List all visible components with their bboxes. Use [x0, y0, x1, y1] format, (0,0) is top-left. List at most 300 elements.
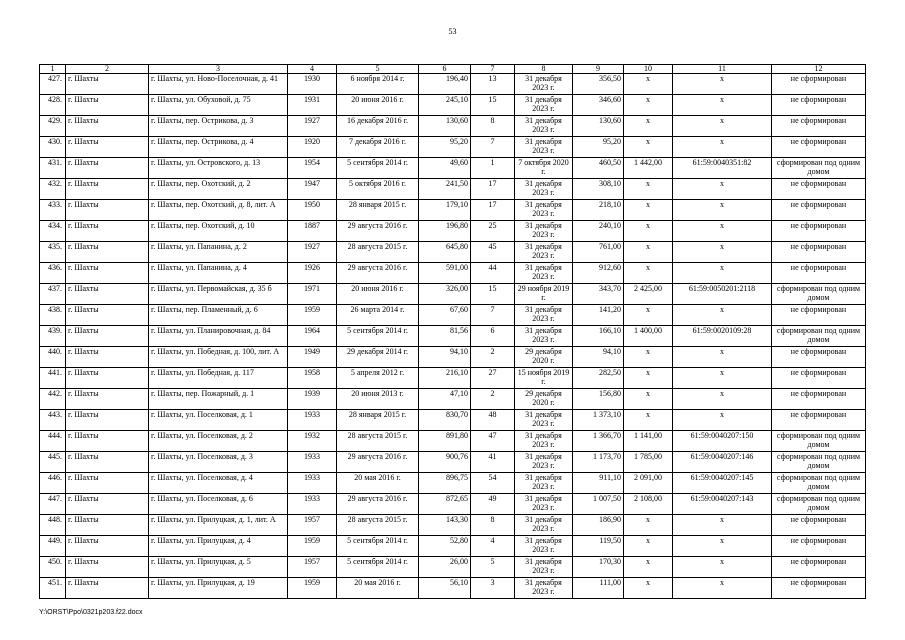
cell-resettlement-deadline: 31 декабря 2023 г. — [515, 557, 573, 578]
cell-cadastral-number: х — [673, 305, 772, 326]
cell-land-area: х — [624, 410, 673, 431]
cell-resettlement-deadline: 31 декабря 2023 г. — [515, 305, 573, 326]
cell-cadastral-number: х — [673, 74, 772, 95]
cell-total-area: 308,10 — [573, 179, 624, 200]
cell-city: г. Шахты — [66, 473, 149, 494]
cell-recognition-date: 5 октября 2016 г. — [337, 179, 419, 200]
cell-recognition-date: 5 сентября 2014 г. — [337, 536, 419, 557]
cell-area: 56,10 — [419, 578, 471, 599]
cell-city: г. Шахты — [66, 137, 149, 158]
cell-land-status: сформирован под одним домом — [772, 494, 866, 515]
cell-address: г. Шахты, ул. Планировочная, д. 84 — [149, 326, 288, 347]
column-header-7: 7 — [471, 65, 515, 74]
cell-total-area: 94,10 — [573, 347, 624, 368]
cell-cadastral-number: 61:59:0040351:82 — [673, 158, 772, 179]
cell-total-area: 119,50 — [573, 536, 624, 557]
cell-address: г. Шахты, пер. Пожарный, д. 1 — [149, 389, 288, 410]
cell-city: г. Шахты — [66, 452, 149, 473]
cell-address: г. Шахты, ул. Папанина, д. 4 — [149, 263, 288, 284]
cell-cadastral-number: х — [673, 515, 772, 536]
cell-land-status: не сформирован — [772, 305, 866, 326]
cell-residents-count: 25 — [471, 221, 515, 242]
cell-land-area: х — [624, 389, 673, 410]
cell-recognition-date: 20 мая 2016 г. — [337, 578, 419, 599]
cell-total-area: 343,70 — [573, 284, 624, 305]
cell-land-status: не сформирован — [772, 347, 866, 368]
cell-row-number: 450. — [40, 557, 66, 578]
cell-resettlement-deadline: 31 декабря 2023 г. — [515, 116, 573, 137]
cell-address: г. Шахты, ул. Первомайская, д. 35 б — [149, 284, 288, 305]
cell-land-area: х — [624, 242, 673, 263]
cell-row-number: 434. — [40, 221, 66, 242]
cell-total-area: 111,00 — [573, 578, 624, 599]
cell-land-area: 1 400,00 — [624, 326, 673, 347]
cell-land-status: не сформирован — [772, 95, 866, 116]
cell-resettlement-deadline: 7 октября 2020 г. — [515, 158, 573, 179]
cell-area: 830,70 — [419, 410, 471, 431]
column-header-1: 1 — [40, 65, 66, 74]
cell-year-built: 1950 — [288, 200, 337, 221]
column-header-9: 9 — [573, 65, 624, 74]
cell-address: г. Шахты, ул. Папанина, д. 2 — [149, 242, 288, 263]
cell-resettlement-deadline: 31 декабря 2023 г. — [515, 452, 573, 473]
cell-address: г. Шахты, ул. Прилуцкая, д. 4 — [149, 536, 288, 557]
cell-address: г. Шахты, ул. Поселковая, д. 4 — [149, 473, 288, 494]
cell-year-built: 1954 — [288, 158, 337, 179]
cell-land-status: не сформирован — [772, 515, 866, 536]
cell-recognition-date: 16 декабря 2016 г. — [337, 116, 419, 137]
cell-recognition-date: 20 июня 2016 г. — [337, 95, 419, 116]
cell-year-built: 1959 — [288, 536, 337, 557]
cell-recognition-date: 28 августа 2015 г. — [337, 242, 419, 263]
cell-land-area: х — [624, 74, 673, 95]
cell-row-number: 437. — [40, 284, 66, 305]
cell-area: 591,00 — [419, 263, 471, 284]
cell-land-area: х — [624, 116, 673, 137]
cell-recognition-date: 29 декабря 2014 г. — [337, 347, 419, 368]
cell-year-built: 1927 — [288, 242, 337, 263]
cell-year-built: 1947 — [288, 179, 337, 200]
cell-residents-count: 5 — [471, 557, 515, 578]
cell-address: г. Шахты, ул. Прилуцкая, д. 19 — [149, 578, 288, 599]
cell-row-number: 448. — [40, 515, 66, 536]
cell-land-status: не сформирован — [772, 578, 866, 599]
cell-land-status: не сформирован — [772, 74, 866, 95]
cell-city: г. Шахты — [66, 116, 149, 137]
cell-land-status: не сформирован — [772, 557, 866, 578]
cell-row-number: 446. — [40, 473, 66, 494]
cell-land-status: не сформирован — [772, 263, 866, 284]
cell-recognition-date: 28 января 2015 г. — [337, 200, 419, 221]
table-row — [40, 95, 866, 116]
cell-recognition-date: 20 июня 2013 г. — [337, 389, 419, 410]
cell-resettlement-deadline: 31 декабря 2023 г. — [515, 494, 573, 515]
cell-city: г. Шахты — [66, 431, 149, 452]
cell-row-number: 445. — [40, 452, 66, 473]
cell-row-number: 436. — [40, 263, 66, 284]
cell-city: г. Шахты — [66, 95, 149, 116]
cell-area: 645,80 — [419, 242, 471, 263]
cell-area: 81,56 — [419, 326, 471, 347]
cell-total-area: 1 366,70 — [573, 431, 624, 452]
cell-year-built: 1971 — [288, 284, 337, 305]
cell-recognition-date: 29 августа 2016 г. — [337, 452, 419, 473]
cell-year-built: 1933 — [288, 494, 337, 515]
cell-land-area: х — [624, 515, 673, 536]
cell-address: г. Шахты, пер. Охотский, д. 8, лит. А — [149, 200, 288, 221]
cell-city: г. Шахты — [66, 578, 149, 599]
cell-total-area: 356,50 — [573, 74, 624, 95]
cell-city: г. Шахты — [66, 200, 149, 221]
cell-cadastral-number: х — [673, 95, 772, 116]
cell-land-status: не сформирован — [772, 389, 866, 410]
cell-land-area: 2 425,00 — [624, 284, 673, 305]
cell-year-built: 1933 — [288, 410, 337, 431]
table-row — [40, 305, 866, 326]
cell-residents-count: 45 — [471, 242, 515, 263]
cell-area: 241,50 — [419, 179, 471, 200]
cell-cadastral-number: 61:59:0050201:2118 — [673, 284, 772, 305]
cell-year-built: 1931 — [288, 95, 337, 116]
cell-address: г. Шахты, пер. Охотский, д. 2 — [149, 179, 288, 200]
cell-row-number: 430. — [40, 137, 66, 158]
cell-row-number: 443. — [40, 410, 66, 431]
cell-residents-count: 44 — [471, 263, 515, 284]
cell-city: г. Шахты — [66, 158, 149, 179]
cell-address: г. Шахты, ул. Прилуцкая, д. 1, лит. А — [149, 515, 288, 536]
cell-total-area: 186,90 — [573, 515, 624, 536]
cell-total-area: 141,20 — [573, 305, 624, 326]
cell-address: г. Шахты, ул. Островского, д. 13 — [149, 158, 288, 179]
cell-residents-count: 15 — [471, 95, 515, 116]
cell-recognition-date: 26 марта 2014 г. — [337, 305, 419, 326]
cell-total-area: 761,00 — [573, 242, 624, 263]
cell-city: г. Шахты — [66, 494, 149, 515]
cell-resettlement-deadline: 31 декабря 2023 г. — [515, 263, 573, 284]
cell-row-number: 442. — [40, 389, 66, 410]
cell-city: г. Шахты — [66, 242, 149, 263]
cell-land-area: х — [624, 95, 673, 116]
cell-year-built: 1957 — [288, 515, 337, 536]
cell-year-built: 1964 — [288, 326, 337, 347]
cell-resettlement-deadline: 29 декабря 2020 г. — [515, 389, 573, 410]
cell-area: 872,65 — [419, 494, 471, 515]
table-row — [40, 347, 866, 368]
cell-land-area: 2 091,00 — [624, 473, 673, 494]
cell-cadastral-number: х — [673, 410, 772, 431]
cell-total-area: 460,50 — [573, 158, 624, 179]
cell-year-built: 1932 — [288, 431, 337, 452]
cell-recognition-date: 28 августа 2015 г. — [337, 431, 419, 452]
cell-residents-count: 8 — [471, 515, 515, 536]
table-row — [40, 179, 866, 200]
cell-residents-count: 6 — [471, 326, 515, 347]
table-row — [40, 263, 866, 284]
cell-city: г. Шахты — [66, 326, 149, 347]
cell-cadastral-number: 61:59:0040207:146 — [673, 452, 772, 473]
cell-total-area: 240,10 — [573, 221, 624, 242]
table-row — [40, 578, 866, 599]
cell-area: 196,80 — [419, 221, 471, 242]
table-row — [40, 137, 866, 158]
cell-city: г. Шахты — [66, 557, 149, 578]
cell-land-area: х — [624, 221, 673, 242]
cell-cadastral-number: х — [673, 557, 772, 578]
cell-total-area: 130,60 — [573, 116, 624, 137]
cell-land-status: не сформирован — [772, 221, 866, 242]
table-row — [40, 221, 866, 242]
cell-residents-count: 1 — [471, 158, 515, 179]
table-row — [40, 158, 866, 179]
cell-area: 245,10 — [419, 95, 471, 116]
cell-land-status: не сформирован — [772, 368, 866, 389]
table-row — [40, 389, 866, 410]
cell-land-area: х — [624, 578, 673, 599]
cell-cadastral-number: х — [673, 221, 772, 242]
table-row — [40, 242, 866, 263]
table-row — [40, 116, 866, 137]
cell-land-area: х — [624, 368, 673, 389]
cell-area: 130,60 — [419, 116, 471, 137]
cell-cadastral-number: х — [673, 200, 772, 221]
cell-resettlement-deadline: 31 декабря 2023 г. — [515, 326, 573, 347]
cell-year-built: 1959 — [288, 305, 337, 326]
cell-city: г. Шахты — [66, 305, 149, 326]
cell-resettlement-deadline: 15 ноября 2019 г. — [515, 368, 573, 389]
cell-year-built: 1927 — [288, 116, 337, 137]
cell-year-built: 1930 — [288, 74, 337, 95]
cell-residents-count: 17 — [471, 179, 515, 200]
cell-row-number: 438. — [40, 305, 66, 326]
cell-area: 47,10 — [419, 389, 471, 410]
cell-row-number: 433. — [40, 200, 66, 221]
cell-land-area: х — [624, 200, 673, 221]
cell-row-number: 432. — [40, 179, 66, 200]
cell-recognition-date: 29 августа 2016 г. — [337, 263, 419, 284]
column-header-8: 8 — [515, 65, 573, 74]
page-number: 53 — [448, 27, 457, 36]
cell-residents-count: 48 — [471, 410, 515, 431]
cell-residents-count: 2 — [471, 389, 515, 410]
cell-total-area: 1 373,10 — [573, 410, 624, 431]
cell-year-built: 1957 — [288, 557, 337, 578]
housing-registry-table — [39, 64, 866, 599]
cell-residents-count: 13 — [471, 74, 515, 95]
cell-total-area: 346,60 — [573, 95, 624, 116]
cell-cadastral-number: х — [673, 242, 772, 263]
cell-total-area: 170,30 — [573, 557, 624, 578]
cell-resettlement-deadline: 31 декабря 2023 г. — [515, 242, 573, 263]
table-row — [40, 200, 866, 221]
cell-address: г. Шахты, ул. Обуховой, д. 75 — [149, 95, 288, 116]
cell-resettlement-deadline: 31 декабря 2023 г. — [515, 95, 573, 116]
cell-year-built: 1959 — [288, 578, 337, 599]
cell-total-area: 912,60 — [573, 263, 624, 284]
cell-recognition-date: 29 августа 2016 г. — [337, 494, 419, 515]
cell-residents-count: 27 — [471, 368, 515, 389]
cell-land-status: сформирован под одним домом — [772, 158, 866, 179]
cell-cadastral-number: х — [673, 536, 772, 557]
cell-city: г. Шахты — [66, 515, 149, 536]
cell-land-status: сформирован под одним домом — [772, 326, 866, 347]
cell-residents-count: 41 — [471, 452, 515, 473]
table-row — [40, 452, 866, 473]
cell-address: г. Шахты, ул. Поселковая, д. 6 — [149, 494, 288, 515]
cell-resettlement-deadline: 31 декабря 2023 г. — [515, 221, 573, 242]
cell-resettlement-deadline: 31 декабря 2023 г. — [515, 410, 573, 431]
cell-resettlement-deadline: 31 декабря 2023 г. — [515, 431, 573, 452]
cell-total-area: 1 173,70 — [573, 452, 624, 473]
cell-resettlement-deadline: 31 декабря 2023 г. — [515, 578, 573, 599]
cell-area: 94,10 — [419, 347, 471, 368]
cell-total-area: 1 007,50 — [573, 494, 624, 515]
cell-area: 196,40 — [419, 74, 471, 95]
cell-row-number: 444. — [40, 431, 66, 452]
cell-area: 67,60 — [419, 305, 471, 326]
table-header-row — [40, 65, 866, 74]
cell-address: г. Шахты, ул. Поселковая, д. 3 — [149, 452, 288, 473]
cell-year-built: 1887 — [288, 221, 337, 242]
cell-address: г. Шахты, пер. Острикова, д. 4 — [149, 137, 288, 158]
file-path-footer: Y:\ORST\Ppo\0321p203.f22.docx — [39, 609, 143, 616]
cell-year-built: 1933 — [288, 452, 337, 473]
column-header-6: 6 — [419, 65, 471, 74]
cell-city: г. Шахты — [66, 263, 149, 284]
cell-residents-count: 2 — [471, 347, 515, 368]
table-row — [40, 536, 866, 557]
cell-recognition-date: 28 января 2015 г. — [337, 410, 419, 431]
cell-land-area: х — [624, 137, 673, 158]
cell-land-status: не сформирован — [772, 242, 866, 263]
cell-resettlement-deadline: 31 декабря 2023 г. — [515, 74, 573, 95]
cell-land-area: х — [624, 263, 673, 284]
cell-total-area: 282,50 — [573, 368, 624, 389]
cell-year-built: 1920 — [288, 137, 337, 158]
cell-address: г. Шахты, пер. Пламенный, д. 6 — [149, 305, 288, 326]
cell-land-area: 1 442,00 — [624, 158, 673, 179]
cell-area: 143,30 — [419, 515, 471, 536]
cell-residents-count: 54 — [471, 473, 515, 494]
cell-area: 52,80 — [419, 536, 471, 557]
cell-area: 216,10 — [419, 368, 471, 389]
column-header-5: 5 — [337, 65, 419, 74]
cell-resettlement-deadline: 31 декабря 2023 г. — [515, 179, 573, 200]
cell-recognition-date: 5 сентября 2014 г. — [337, 158, 419, 179]
cell-total-area: 911,10 — [573, 473, 624, 494]
cell-cadastral-number: х — [673, 368, 772, 389]
cell-land-status: не сформирован — [772, 116, 866, 137]
cell-land-area: х — [624, 179, 673, 200]
cell-residents-count: 49 — [471, 494, 515, 515]
cell-residents-count: 7 — [471, 137, 515, 158]
cell-row-number: 441. — [40, 368, 66, 389]
cell-total-area: 166,10 — [573, 326, 624, 347]
cell-year-built: 1926 — [288, 263, 337, 284]
cell-city: г. Шахты — [66, 284, 149, 305]
cell-address: г. Шахты, ул. Победная, д. 117 — [149, 368, 288, 389]
cell-resettlement-deadline: 31 декабря 2023 г. — [515, 536, 573, 557]
cell-residents-count: 4 — [471, 536, 515, 557]
cell-residents-count: 3 — [471, 578, 515, 599]
cell-city: г. Шахты — [66, 347, 149, 368]
cell-cadastral-number: х — [673, 137, 772, 158]
cell-land-area: 1 141,00 — [624, 431, 673, 452]
cell-area: 26,00 — [419, 557, 471, 578]
cell-cadastral-number: х — [673, 116, 772, 137]
table-row — [40, 515, 866, 536]
cell-city: г. Шахты — [66, 536, 149, 557]
column-header-11: 11 — [673, 65, 772, 74]
cell-land-area: х — [624, 536, 673, 557]
column-header-10: 10 — [624, 65, 673, 74]
cell-address: г. Шахты, пер. Острикова, д. 3 — [149, 116, 288, 137]
cell-area: 896,75 — [419, 473, 471, 494]
cell-recognition-date: 29 августа 2016 г. — [337, 221, 419, 242]
cell-cadastral-number: 61:59:0040207:145 — [673, 473, 772, 494]
cell-area: 900,76 — [419, 452, 471, 473]
cell-residents-count: 47 — [471, 431, 515, 452]
cell-area: 95,20 — [419, 137, 471, 158]
cell-residents-count: 15 — [471, 284, 515, 305]
cell-resettlement-deadline: 29 ноября 2019 г. — [515, 284, 573, 305]
cell-land-status: не сформирован — [772, 536, 866, 557]
cell-land-area: х — [624, 305, 673, 326]
cell-row-number: 427. — [40, 74, 66, 95]
cell-address: г. Шахты, ул. Победная, д. 100, лит. А — [149, 347, 288, 368]
cell-recognition-date: 5 апреля 2012 г. — [337, 368, 419, 389]
cell-recognition-date: 28 августа 2015 г. — [337, 515, 419, 536]
column-header-12: 12 — [772, 65, 866, 74]
cell-resettlement-deadline: 31 декабря 2023 г. — [515, 515, 573, 536]
column-header-2: 2 — [66, 65, 149, 74]
cell-recognition-date: 6 ноября 2014 г. — [337, 74, 419, 95]
cell-recognition-date: 5 сентября 2014 г. — [337, 557, 419, 578]
cell-row-number: 435. — [40, 242, 66, 263]
cell-cadastral-number: х — [673, 263, 772, 284]
cell-cadastral-number: х — [673, 578, 772, 599]
cell-year-built: 1933 — [288, 473, 337, 494]
cell-year-built: 1958 — [288, 368, 337, 389]
table-row — [40, 557, 866, 578]
cell-address: г. Шахты, ул. Поселковая, д. 1 — [149, 410, 288, 431]
cell-land-status: сформирован под одним домом — [772, 431, 866, 452]
column-header-4: 4 — [288, 65, 337, 74]
cell-land-status: не сформирован — [772, 179, 866, 200]
table-row — [40, 410, 866, 431]
cell-land-status: сформирован под одним домом — [772, 284, 866, 305]
cell-land-area: 1 785,00 — [624, 452, 673, 473]
cell-land-area: 2 108,00 — [624, 494, 673, 515]
cell-land-area: х — [624, 557, 673, 578]
cell-residents-count: 7 — [471, 305, 515, 326]
cell-land-area: х — [624, 347, 673, 368]
table-body — [40, 74, 866, 599]
cell-resettlement-deadline: 29 декабря 2020 г. — [515, 347, 573, 368]
cell-city: г. Шахты — [66, 368, 149, 389]
cell-address: г. Шахты, ул. Ново-Поселочная, д. 41 — [149, 74, 288, 95]
cell-address: г. Шахты, пер. Охотский, д. 10 — [149, 221, 288, 242]
cell-row-number: 451. — [40, 578, 66, 599]
cell-recognition-date: 20 июня 2016 г. — [337, 284, 419, 305]
cell-address: г. Шахты, ул. Прилуцкая, д. 5 — [149, 557, 288, 578]
cell-row-number: 429. — [40, 116, 66, 137]
cell-recognition-date: 5 сентября 2014 г. — [337, 326, 419, 347]
table-row — [40, 473, 866, 494]
cell-row-number: 428. — [40, 95, 66, 116]
table-row — [40, 74, 866, 95]
cell-resettlement-deadline: 31 декабря 2023 г. — [515, 137, 573, 158]
cell-land-status: сформирован под одним домом — [772, 473, 866, 494]
